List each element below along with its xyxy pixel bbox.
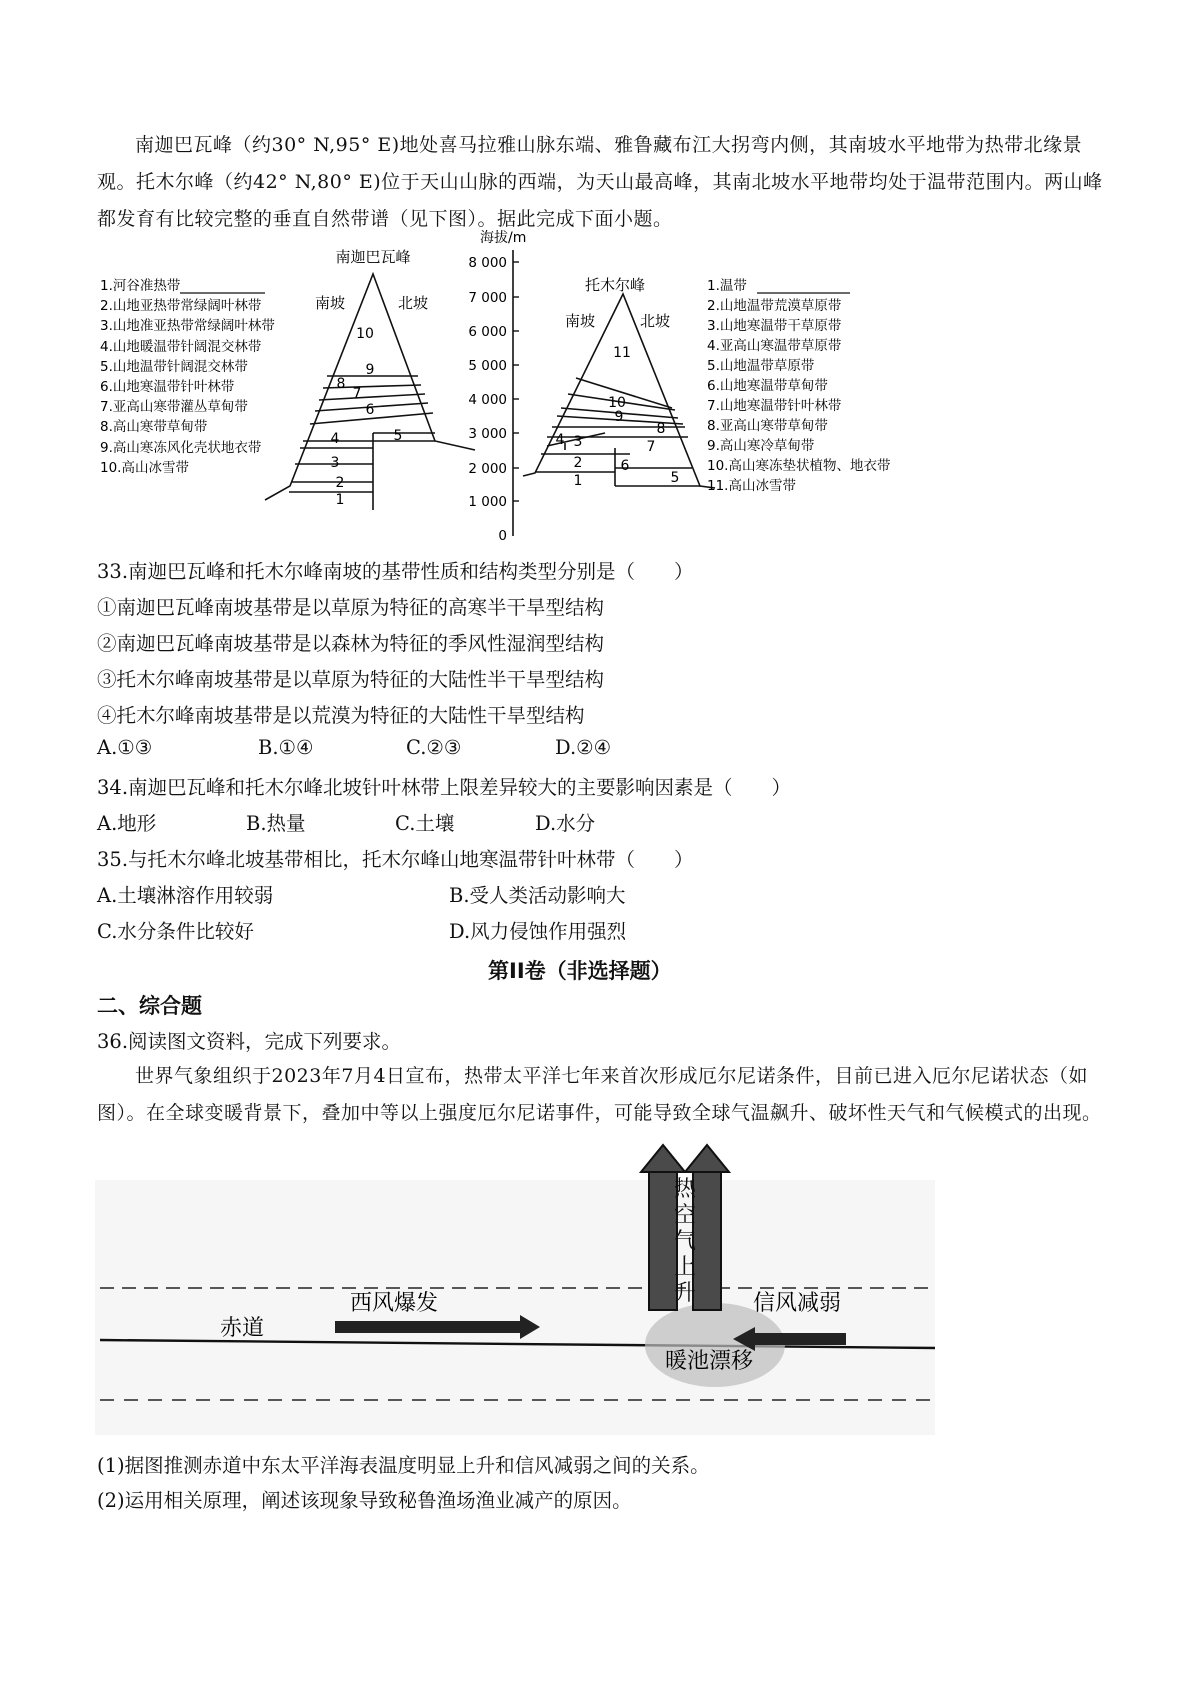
q35-stem: 35.与托木尔峰北坡基带相比，托木尔峰山地寒温带针叶林带（ ）	[97, 848, 694, 871]
right-zone-8: 8	[656, 421, 666, 437]
q34-option-d: D.水分	[535, 812, 596, 835]
hot-air-char-5: 升	[673, 1281, 697, 1306]
right-legend-9: 9.高山寒冷草甸带	[707, 438, 815, 454]
left-legend	[100, 277, 275, 476]
q35-option-b: B.受人类活动影响大	[449, 884, 626, 907]
el-nino-figure	[95, 1140, 935, 1440]
right-legend-8: 8.亚高山寒带草甸带	[707, 418, 828, 434]
vertical-zonation-figure	[95, 228, 1105, 548]
warm-pool-label: 暖池漂移	[665, 1349, 754, 1374]
right-legend-1: 1.温带	[707, 278, 747, 294]
trade-wind-label: 信风减弱	[753, 1291, 842, 1316]
right-peak-title: 托木尔峰	[584, 276, 646, 294]
q33-statement-3: ③托木尔峰南坡基带是以草原为特征的大陆性半干旱型结构	[97, 668, 605, 691]
left-legend-7: 7.亚高山寒带灌丛草甸带	[100, 399, 248, 415]
left-legend-4: 4.山地暖温带针阔混交林带	[100, 339, 262, 355]
tick-2000: 2 000	[468, 461, 507, 477]
left-zone-2: 2	[335, 475, 345, 491]
left-legend-3: 3.山地准亚热带常绿阔叶林带	[100, 318, 275, 334]
left-legend-2: 2.山地亚热带常绿阔叶林带	[100, 298, 262, 314]
right-south-label: 南坡	[564, 312, 596, 330]
right-legend	[707, 277, 891, 494]
axis-title: 海拔/m	[480, 230, 527, 246]
left-legend-5: 5.山地温带针阔混交林带	[100, 359, 248, 375]
q35-option-d: D.风力侵蚀作用强烈	[449, 920, 627, 943]
left-zone-9: 9	[365, 362, 375, 378]
q36-sub-question-2: (2)运用相关原理，阐述该现象导致秘鲁渔场渔业减产的原因。	[97, 1489, 632, 1512]
left-zone-5: 5	[393, 428, 403, 444]
q33-option-d: D.②④	[555, 736, 612, 759]
part2-title: 第II卷（非选择题）	[488, 959, 672, 983]
q34-option-b: B.热量	[246, 812, 306, 835]
left-zone-3: 3	[330, 455, 340, 471]
tick-3000: 3 000	[468, 426, 507, 442]
right-legend-4: 4.亚高山寒温带草原带	[707, 338, 842, 354]
hot-air-char-4: 上	[673, 1255, 697, 1280]
right-zone-2: 2	[573, 455, 583, 471]
westerly-label: 西风爆发	[350, 1291, 439, 1316]
axis-ticks	[468, 255, 507, 544]
q35-option-c: C.水分条件比较好	[97, 920, 254, 943]
left-zone-7: 7	[352, 386, 362, 402]
q33-statement-2: ②南迦巴瓦峰南坡基带是以森林为特征的季风性湿润型结构	[97, 632, 605, 655]
left-zone-10: 10	[356, 326, 374, 342]
tick-7000: 7 000	[468, 290, 507, 306]
left-legend-1: 1.河谷准热带	[100, 278, 181, 294]
left-peak-title: 南迦巴瓦峰	[335, 248, 411, 266]
right-zone-4: 4	[555, 432, 565, 448]
right-zone-10: 10	[608, 395, 626, 411]
tick-1000: 1 000	[468, 494, 507, 510]
right-zone-1: 1	[573, 473, 583, 489]
q33-stem: 33.南迦巴瓦峰和托木尔峰南坡的基带性质和结构类型分别是（ ）	[97, 560, 694, 583]
hot-air-label	[674, 1177, 697, 1306]
q34-option-c: C.土壤	[395, 812, 455, 835]
right-peak-outline	[523, 294, 715, 488]
left-zone-1: 1	[335, 492, 345, 508]
tick-0: 0	[498, 528, 507, 544]
tick-5000: 5 000	[468, 358, 507, 374]
left-zone-8: 8	[336, 376, 346, 392]
left-zone-4: 4	[330, 431, 340, 447]
right-zone-11: 11	[613, 345, 631, 361]
right-legend-2: 2.山地温带荒漠草原带	[707, 298, 842, 314]
right-legend-11: 11.高山冰雪带	[707, 478, 796, 494]
right-zone-9: 9	[614, 409, 624, 425]
left-legend-6: 6.山地寒温带针叶林带	[100, 379, 235, 395]
q33-statement-4: ④托木尔峰南坡基带是以荒漠为特征的大陆性干旱型结构	[97, 704, 585, 727]
q36-sub-question-1: (1)据图推测赤道中东太平洋海表温度明显上升和信风减弱之间的关系。	[97, 1454, 710, 1477]
q36-stem: 36.阅读图文资料，完成下列要求。	[97, 1030, 402, 1053]
right-legend-7: 7.山地寒温带针叶林带	[707, 398, 842, 414]
right-legend-6: 6.山地寒温带草甸带	[707, 378, 828, 394]
left-legend-8: 8.高山寒带草甸带	[100, 419, 208, 435]
hot-air-char-2: 空	[673, 1203, 697, 1228]
left-legend-10: 10.高山冰雪带	[100, 460, 189, 476]
intro-paragraph: 南迦巴瓦峰（约30° N,95° E)地处喜马拉雅山脉东端、雅鲁藏布江大拐弯内侧，其南坡水平地带为热带北缘景观。托木尔峰（约42° N,80° E)位于天山山脉的西端，为天山最高峰，其南北坡水平地带均处于温带范围内。两山峰都发育有比较完整的垂直自然带谱（见下图）。据此完成下面小题。	[97, 134, 1103, 230]
left-south-label: 南坡	[314, 294, 346, 312]
right-zone-5: 5	[670, 470, 680, 486]
left-peak-outline	[265, 274, 475, 510]
tick-4000: 4 000	[468, 392, 507, 408]
q35-option-a: A.土壤淋溶作用较弱	[97, 884, 274, 907]
q34-stem: 34.南迦巴瓦峰和托木尔峰北坡针叶林带上限差异较大的主要影响因素是（ ）	[97, 776, 792, 799]
q36-paragraph: 世界气象组织于2023年7月4日宣布，热带太平洋七年来首次形成厄尔尼诺条件，目前已进入厄尔尼诺状态（如图）。在全球变暖背景下，叠加中等以上强度厄尔尼诺事件，可能导致全球气温飙升、破坏性天气和气候模式的出现。	[97, 1065, 1102, 1124]
tick-6000: 6 000	[468, 324, 507, 340]
hot-air-char-3: 气	[673, 1229, 697, 1254]
right-zone-3: 3	[573, 434, 583, 450]
hot-air-char-1: 热	[673, 1177, 697, 1202]
equator-label: 赤道	[220, 1316, 265, 1341]
left-legend-9: 9.高山寒冻风化壳状地衣带	[100, 440, 262, 456]
q33-option-a: A.①③	[97, 736, 153, 759]
left-north-label: 北坡	[397, 294, 429, 312]
right-legend-3: 3.山地寒温带干草原带	[707, 318, 842, 334]
right-legend-10: 10.高山寒冻垫状植物、地衣带	[707, 458, 891, 474]
right-zone-6: 6	[620, 458, 630, 474]
q33-option-b: B.①④	[258, 736, 314, 759]
section2-heading: 二、综合题	[97, 994, 202, 1018]
right-legend-5: 5.山地温带草原带	[707, 358, 815, 374]
tick-8000: 8 000	[468, 255, 507, 271]
left-zone-6: 6	[365, 402, 375, 418]
q33-option-c: C.②③	[406, 736, 462, 759]
right-north-label: 北坡	[639, 312, 671, 330]
q34-option-a: A.地形	[97, 812, 157, 835]
right-zone-7: 7	[646, 439, 656, 455]
q33-statement-1: ①南迦巴瓦峰南坡基带是以草原为特征的高寒半干旱型结构	[97, 596, 605, 619]
